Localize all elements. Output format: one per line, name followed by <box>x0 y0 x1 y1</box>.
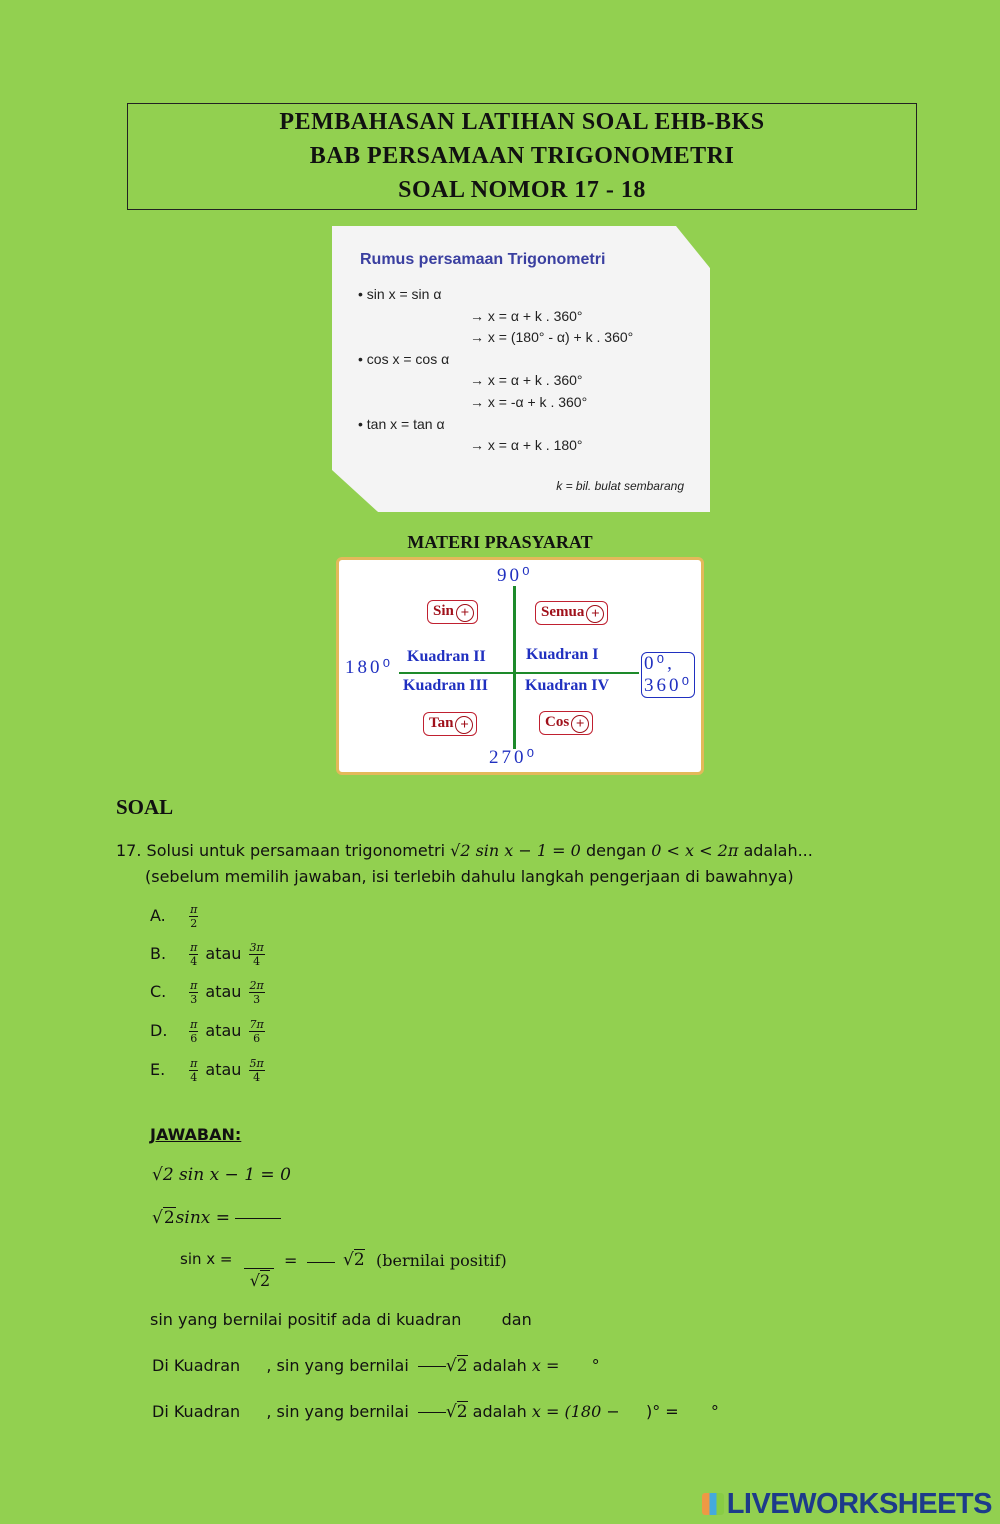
fraction <box>249 1057 265 1084</box>
tan-result-1: → x = α + k . 180° <box>470 437 583 453</box>
degree-mark-1: ° <box>591 1356 600 1375</box>
denominator: 3 <box>190 993 198 1006</box>
numerator: 7π <box>249 1018 264 1031</box>
eq-sign: = <box>284 1251 298 1270</box>
di-kuadran-1: Di Kuadran <box>152 1356 241 1375</box>
kuadran-4-label: Kuadran IV <box>525 677 610 694</box>
materi-heading: MATERI PRASYARAT <box>407 532 593 552</box>
title-line-1: PEMBAHASAN LATIHAN SOAL EHB-BKS <box>279 109 765 135</box>
title-box <box>127 103 917 210</box>
radicand: 2 <box>456 1356 468 1376</box>
di-kuadran-2: Di Kuadran <box>152 1402 241 1421</box>
jawaban-heading: JAWABAN: <box>150 1125 242 1144</box>
denominator: 3 <box>253 993 261 1006</box>
option-a-label: A. <box>150 906 166 925</box>
sign-sin <box>427 600 478 624</box>
sinx-eq: sinx = <box>175 1208 231 1228</box>
option-d-label: D. <box>150 1021 168 1040</box>
fraction-blank <box>244 1254 276 1290</box>
question-text-c: adalah... <box>743 841 813 860</box>
degree-360: 360⁰ <box>644 675 693 696</box>
numerator: π <box>190 941 198 954</box>
fraction <box>189 941 198 968</box>
sqrt-2: √2 <box>152 1208 175 1228</box>
plus-icon: + <box>571 715 589 733</box>
kuadran-line-2 <box>152 1402 719 1422</box>
liveworksheets-logo <box>702 1488 992 1521</box>
adalah-2: adalah <box>472 1402 527 1421</box>
liveworksheets-icon <box>702 1493 724 1515</box>
logo-text: LIVEWORKSHEETS <box>726 1488 992 1520</box>
plus-icon: + <box>455 716 473 734</box>
radicand: 2 <box>163 1208 175 1228</box>
sin-bernilai-2: , sin yang bernilai <box>266 1402 409 1421</box>
sign-cos-label: Cos <box>545 714 570 730</box>
fraction <box>189 1057 198 1084</box>
radicand: 2 <box>353 1250 365 1270</box>
x-equals-2: x = (180 − <box>531 1402 620 1421</box>
degree-0-360 <box>641 652 695 698</box>
denominator: 4 <box>190 1071 198 1084</box>
denominator: 2 <box>190 917 198 930</box>
fraction <box>189 979 198 1006</box>
atau-text: atau <box>205 1060 242 1079</box>
answer-step-2 <box>152 1208 281 1228</box>
kuadran-1-label: Kuadran I <box>526 646 599 663</box>
fraction <box>249 1018 265 1045</box>
plus-icon: + <box>586 605 604 623</box>
sin-result-1: → x = α + k . 360° <box>470 308 583 324</box>
numerator: π <box>190 1018 198 1031</box>
fraction <box>249 941 265 968</box>
quadrant-diagram <box>336 557 704 775</box>
kuadran-text: sin yang bernilai positif ada di kuadran <box>150 1310 462 1329</box>
radicand: 2 <box>260 1271 271 1290</box>
numerator: 3π <box>249 941 264 954</box>
atau-text: atau <box>205 944 242 963</box>
question-number: 17. <box>116 841 142 860</box>
tan-rule: • tan x = tan α <box>358 416 445 432</box>
numerator: π <box>190 903 198 916</box>
sin-bernilai-1: , sin yang bernilai <box>266 1356 409 1375</box>
question-text-a: Solusi untuk persamaan trigonometri <box>146 841 446 860</box>
fraction <box>189 903 198 930</box>
denominator: 6 <box>190 1032 198 1045</box>
answer-step-3 <box>180 1250 232 1268</box>
answer-input-1[interactable] <box>235 1218 281 1219</box>
question-range: 0 < x < 2π <box>651 841 739 860</box>
title-line-3: SOAL NOMOR 17 - 18 <box>398 177 646 203</box>
sqrt2-value: √2 <box>343 1250 365 1270</box>
option-b-label: B. <box>150 944 167 963</box>
horizontal-axis <box>399 672 639 674</box>
numerator: π <box>190 1057 198 1070</box>
question-instruction: (sebelum memilih jawaban, isi terlebih dahulu langkah pengerjaan di bawahnya) <box>145 867 794 886</box>
kuadran-sentence <box>150 1310 567 1329</box>
sqrt2-a: √2 <box>445 1356 468 1376</box>
numerator: π <box>190 979 198 992</box>
degree-90: 90⁰ <box>497 565 533 586</box>
option-e[interactable] <box>150 1057 265 1084</box>
option-e-label: E. <box>150 1060 166 1079</box>
option-a[interactable] <box>150 903 198 930</box>
atau-text: atau <box>205 1021 242 1040</box>
sqrt2-b: √2 <box>445 1402 468 1422</box>
question-17 <box>116 841 813 860</box>
cos-rule: • cos x = cos α <box>358 351 450 367</box>
close-paren: )° = <box>645 1402 679 1421</box>
numerator: 2π <box>249 979 264 992</box>
vertical-axis <box>513 586 516 749</box>
option-d[interactable] <box>150 1018 265 1045</box>
kuadran-2-label: Kuadran II <box>407 648 486 665</box>
cos-result-1: → x = α + k . 360° <box>470 372 583 388</box>
fraction <box>189 1018 198 1045</box>
option-b[interactable] <box>150 941 265 968</box>
answer-step-1: √2 sin x − 1 = 0 <box>152 1165 291 1185</box>
denominator: 6 <box>253 1032 261 1045</box>
answer-input-frac-a[interactable] <box>418 1366 446 1367</box>
degree-mark-2: ° <box>710 1402 719 1421</box>
plus-icon: + <box>456 604 474 622</box>
degree-180: 180⁰ <box>345 657 394 678</box>
cos-result-2: → x = -α + k . 360° <box>470 394 588 410</box>
formula-card <box>332 226 710 512</box>
x-equals-1: x = <box>531 1356 560 1375</box>
atau-text: atau <box>205 982 242 1001</box>
degree-0: 0⁰, <box>644 653 675 674</box>
soal-heading: SOAL <box>116 795 174 819</box>
kuadran-line-1 <box>152 1356 600 1376</box>
denominator: 4 <box>253 955 261 968</box>
sin-result-2: → x = (180° - α) + k . 360° <box>470 329 634 345</box>
numerator: 5π <box>249 1057 264 1070</box>
sign-semua <box>535 601 608 625</box>
denominator: 4 <box>253 1071 261 1084</box>
question-equation: √2 sin x − 1 = 0 <box>450 841 581 860</box>
question-text-b: dengan <box>585 841 647 860</box>
sin-rule: • sin x = sin α <box>358 286 442 302</box>
denominator-sqrt2: √2 <box>249 1271 271 1290</box>
dan-text: dan <box>501 1310 532 1329</box>
sign-tan-label: Tan <box>429 715 454 731</box>
denominator: 4 <box>190 955 198 968</box>
answer-input-2[interactable] <box>307 1262 335 1263</box>
title-line-2: BAB PERSAMAAN TRIGONOMETRI <box>309 143 735 169</box>
option-c[interactable] <box>150 979 265 1006</box>
answer-input-frac-b[interactable] <box>418 1412 446 1413</box>
fraction <box>249 979 265 1006</box>
sinx-label: sin x = <box>180 1250 233 1268</box>
sign-cos <box>539 711 593 735</box>
sign-sin-label: Sin <box>433 603 454 619</box>
adalah-1: adalah <box>472 1356 527 1375</box>
answer-input-numerator[interactable] <box>244 1254 274 1269</box>
degree-270: 270⁰ <box>489 747 538 768</box>
sign-tan <box>423 712 477 736</box>
radicand: 2 <box>456 1402 468 1422</box>
kuadran-3-label: Kuadran III <box>403 677 488 694</box>
formula-note: k = bil. bulat sembarang <box>556 479 684 493</box>
sign-semua-label: Semua <box>541 604 585 620</box>
option-c-label: C. <box>150 982 167 1001</box>
bernilai-positif: (bernilai positif) <box>376 1251 507 1270</box>
formula-card-title: Rumus persamaan Trigonometri <box>360 251 606 268</box>
